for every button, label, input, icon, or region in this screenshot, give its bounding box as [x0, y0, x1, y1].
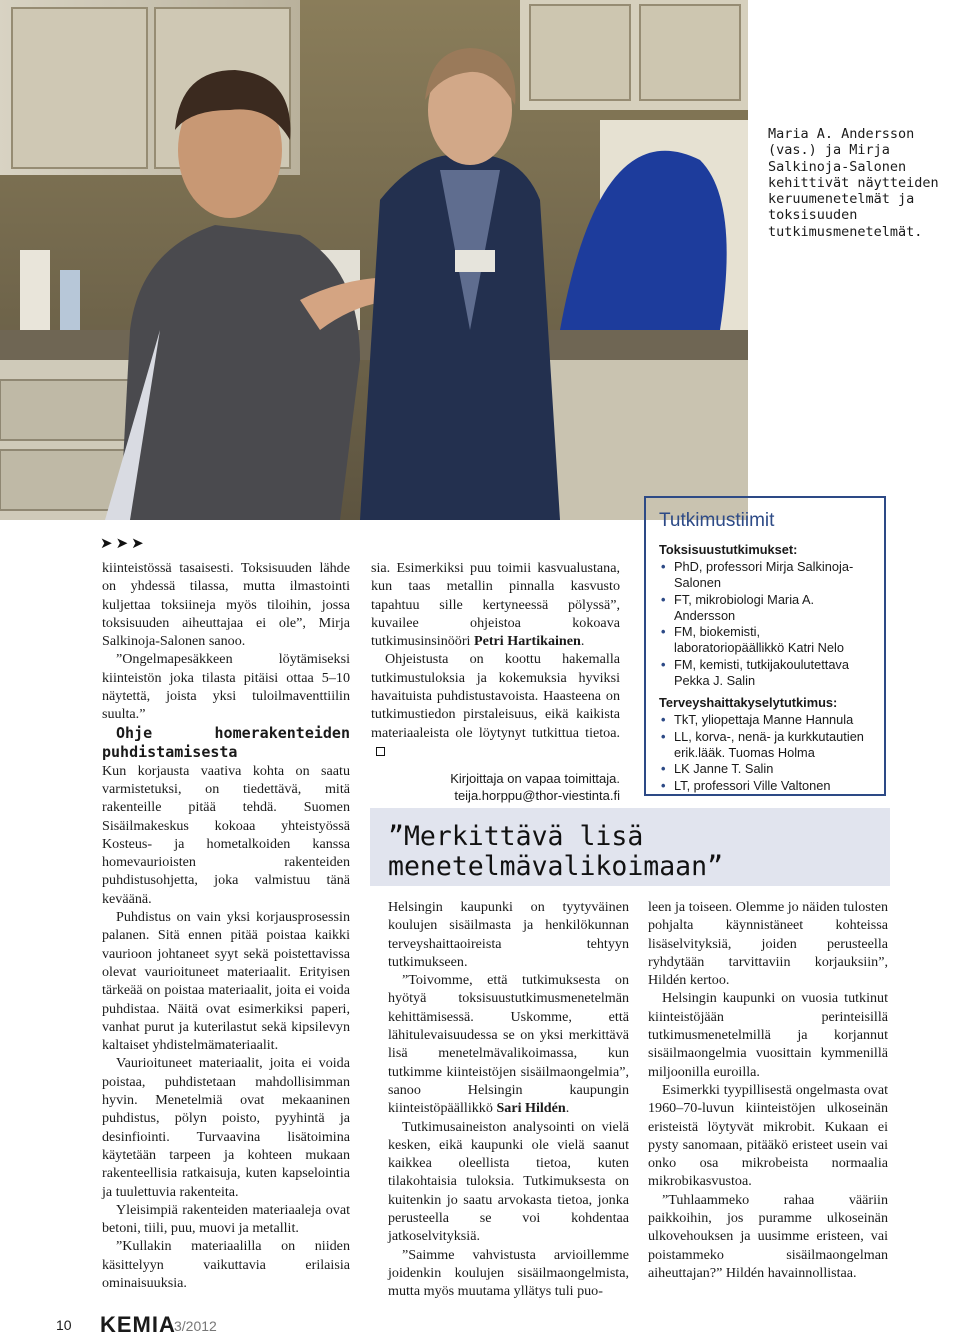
article-column-2 — [371, 559, 620, 804]
team-list — [659, 712, 872, 793]
box-title: Tutkimustiimit — [659, 510, 775, 531]
team-member: • TkT, yliopettaja Manne Hannula — [659, 712, 872, 728]
author-info — [371, 770, 620, 804]
paragraph: ”Tuhlaammeko rahaa vääriin paikkoihin, jos puramme ulkoseinän ulkovehouksen ja uusimme eristeen, vai poistammeko sisäilmaongelman aiheuttajan?” Hildén havainnollistaa. — [648, 1191, 888, 1281]
text-run: ”Toivomme, että tutkimuksesta on hyötyä toksisuustutkimusmenetelmän kehittämisessä. Uskomme, että lähitulevaisuudessa se on yksi merkittävä lisä menetelmävalikoimassa, kun tutkimme kiinteistöjen sisäilmaongelmia”, sanoo Helsingin kaupungin kiinteistöpäällikkö — [388, 972, 629, 1117]
paragraph: Yleisimpiä rakenteiden materiaaleja ovat betoni, tiili, puu, muovi ja metallit. — [102, 1201, 350, 1237]
team-member: • PhD, professori Mirja Salkinoja-Salonen — [659, 559, 872, 592]
paragraph: Vaurioituneet materiaalit, joita ei voida poistaa, puhdistetaan mahdollisimman hyvin. Menetelmiä ovat mekaaninen puhdistus, pölyn poisto, pyyhintä ja desinfiointi. Turvaavina lisätoimina käytetään tarpeen ja kohteen mukaan rakenteellisia ratkaisuja, kuten kapselointia ja tuulettuvia rakenteita. — [102, 1055, 350, 1200]
article-column-4 — [648, 898, 888, 1282]
team-member: • LT, professori Ville Valtonen — [659, 778, 872, 794]
paragraph: ”Saimme vahvistusta arvioillemme joidenkin koulujen sisäilmaongelmista, mutta myös muutama yllätys tuli puo- — [388, 1246, 629, 1300]
paragraph: Helsingin kaupunki on vuosia tutkinut kiinteistöjään perinteisillä tutkimusmenetelmillä ja korjannut sisäilmaongelmia vuosittain kymmenillä miljoonilla euroilla. — [648, 990, 888, 1080]
group-heading: Terveyshaittakyselytutkimus: — [659, 695, 838, 711]
text-run: Ohjeistusta on koottu hakemalla tutkimustuloksia ja kokemuksia hyviksi havaituista puhdistustavoista. Haasteena on tutkimustiedon pirstaleisuus, eikä kaikista materiaaleista ole löytynyt tutkittua tietoa. — [371, 651, 620, 741]
person-name: Sari Hildén — [496, 1100, 566, 1117]
team-member: • FT, mikrobiologi Maria A. Andersson — [659, 592, 872, 625]
photo-caption — [768, 126, 948, 240]
paragraph: Puhdistus on vain yksi korjausprosessin palanen. Sitä ennen pitää poistaa kaikki vaurioon johtaneet syyt sekä poistettavissa olevat vaurioituneet materiaalit. Erityisen tärkeää on poistaa materiaalit, joita ei voida puhdistaa. Näitä ovat esimerkiksi paperi, vanhat purut ja kuterilastut sekä kipsilevyn kaltaiset yhdistelmämateriaalit. — [102, 909, 350, 1054]
article-column-3 — [388, 898, 629, 1301]
paragraph: Kun korjausta vaativa kohta on saatu varmistetuksi, on tiedettävä, mitä rakenteille pitää tehdä. Suomen Sisäilmakeskus kokoaa yhteistyössä Kosteus- ja hometalkoiden kanssa homevaurioisten rakenteiden puhdistusohjetta, joka valmistuu tänä keväänä. — [102, 762, 350, 907]
text-run: sia. Esimerkiksi puu toimii kasvualustana, kun taas metallin pinnalla kasvusto tapahtuu sille kertyneessä pölyssä”, kuvailee ohjeistoa kokoava tutkimusinsinööri — [371, 560, 620, 650]
issue-number: 3/2012 — [174, 1318, 217, 1334]
paragraph: ”Ongelmapesäkkeen löytämiseksi kiinteistön joka tilasta pitäisi ottaa 5–10 näytettä, joista yksi tuloilmaventtiilin suulta.” — [102, 651, 350, 723]
person-name: Petri Hartikainen — [473, 633, 581, 650]
paragraph: Tutkimusaineiston analysointi on vielä kesken, eikä kaupunki ole vielä saanut kaikkea oleellista tietoa, kuten tilakohtaisia tuloksia. Tutkimuksesta on kuitenkin jo saatu arvokasta tietoa, jonka perusteella se voi kohdentaa jatkoselvityksiä. — [388, 1118, 629, 1245]
author-email[interactable]: teija.horppu@thor-viestinta.fi — [454, 788, 620, 804]
team-member: • LL, korva-, nenä- ja kurkkutautien erik.lääk. Tuomas Holma — [659, 729, 872, 762]
paragraph — [371, 559, 620, 650]
team-member: • LK Janne T. Salin — [659, 761, 872, 777]
paragraph: Esimerkki tyypillisestä ongelmasta ovat 1960–70-luvun kiinteistöjen ulkoseinän eristeistä löytyvät mikrobit. Kukaan ei pysty sanomaan, pitääkö eristeet usein vai onko osa mikrobeista normaalia mikrobikasvustoa. — [648, 1081, 888, 1190]
paragraph: leen ja toiseen. Olemme jo näiden tulosten pohjalta käynnistäneet kohteissa lisäselvityksiä, joiden perusteella ryhdytään tarvittaviin korjauksiin”, Hildén kertoo. — [648, 899, 888, 989]
pull-quote-line: menetelmävalikoimaan” — [388, 851, 724, 882]
article-column-1 — [102, 559, 350, 1292]
team-list — [659, 559, 872, 689]
subheading: Ohje homerakenteiden puhdistamisesta — [102, 723, 350, 761]
pull-quote — [388, 822, 723, 882]
text-run: . — [580, 633, 585, 650]
text-run: . — [565, 1100, 570, 1117]
author-line: Kirjoittaja on vapaa toimittaja. — [450, 771, 620, 787]
paragraph: kiinteistössä tasaisesti. Toksisuuden lähde on yhdessä tilassa, mutta ilmastointi kuljettaa toksiineja myös tiloihin, jossa toksisuuden aiheuttajaa ei ole”, Mirja Salkinoja-Salonen sanoo. — [102, 560, 350, 650]
photo-caption-text: Maria A. Andersson (vas.) ja Mirja Salkinoja-Salonen kehittivät näytteiden keruumenetelmät ja toksisuuden tutkimusmenetelmät. — [768, 126, 939, 240]
pull-quote-line: ”Merkittävä lisä — [388, 821, 644, 852]
paragraph — [371, 650, 620, 760]
group-heading: Toksisuustutkimukset: — [659, 542, 798, 557]
research-teams-box — [644, 496, 886, 796]
lab-photo — [0, 0, 748, 520]
end-mark-icon — [376, 747, 385, 756]
paragraph: ”Kullakin materiaalilla on niiden käsittelyyn vaikuttavia erilaisia ominaisuuksia. — [102, 1238, 350, 1291]
paragraph: Helsingin kaupunki on tyytyväinen koulujen sisäilmasta ja henkilökunnan terveyshaittaoireista tehtyyn tutkimukseen. — [388, 899, 629, 970]
magazine-logo: KEMIA — [100, 1312, 176, 1337]
paragraph — [388, 971, 629, 1117]
continuation-arrows: ➤➤➤ — [100, 535, 147, 552]
team-member: • FM, biokemisti, laboratoriopäällikkö Katri Nelo — [659, 624, 872, 657]
team-member: • FM, kemisti, tutkijakoulutettava Pekka J. Salin — [659, 657, 872, 690]
page-number: 10 — [56, 1317, 72, 1333]
